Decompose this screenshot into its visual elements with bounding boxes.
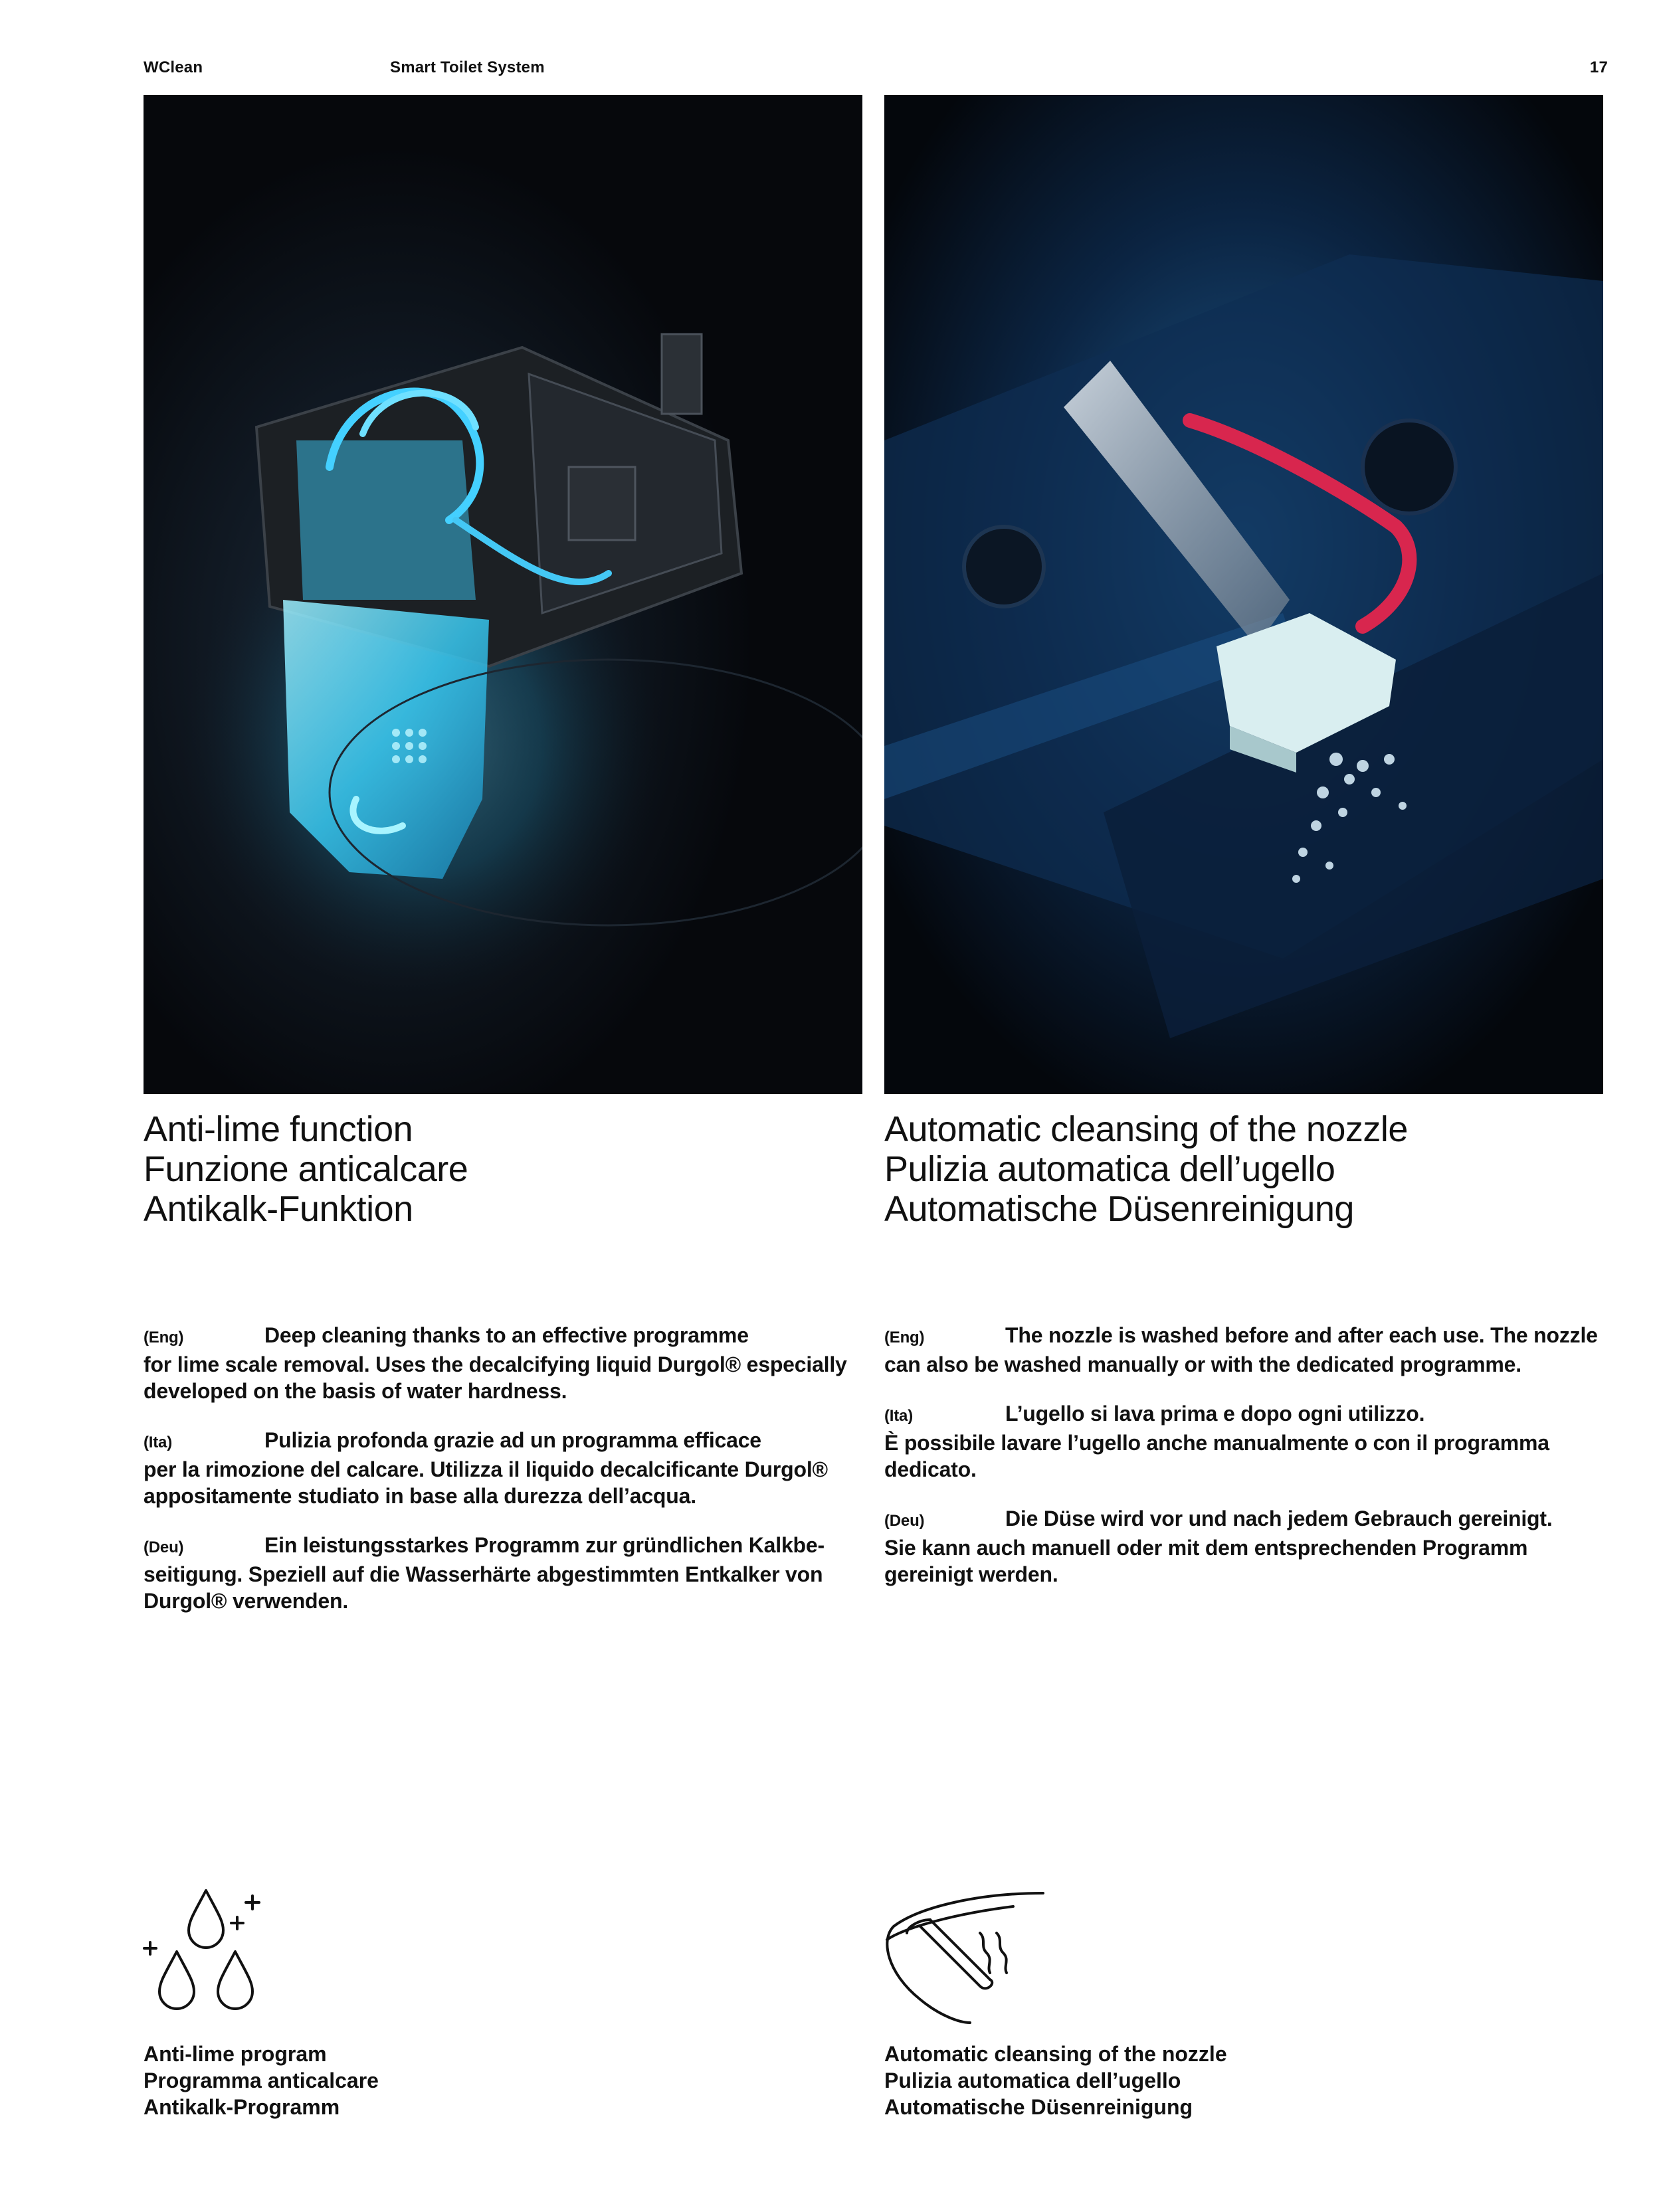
brand-name: WClean <box>144 58 203 76</box>
language-tag: (Deu) <box>884 1512 925 1530</box>
paragraph-text: Deep cleaning thanks to an effective programme for lime scale removal. Uses the decalcifying liquid Durgol® especially developed on the basis of water hardness. <box>144 1323 847 1403</box>
anti-lime-tank-photo <box>144 95 862 1094</box>
nozzle-program-label <box>884 2041 1227 2120</box>
paragraph-eng <box>884 1322 1609 1378</box>
water-drops-sparkle-icon <box>141 1887 274 2019</box>
paragraph-text: L’ugello si lava prima e dopo ogni utilizzo. È possibile lavare l’ugello anche manualmente o con il programma dedicato. <box>884 1402 1549 1481</box>
nozzle-title <box>884 1109 1603 1229</box>
language-tag: (Eng) <box>144 1329 184 1346</box>
icon-label-line: Programma anticalcare <box>144 2069 379 2092</box>
icon-label-line: Automatic cleansing of the nozzle <box>884 2042 1227 2066</box>
paragraph-text: Die Düse wird vor und nach jedem Gebrauch gereinigt. Sie kann auch manuell oder mit dem entsprechenden Programm gereinigt werden. <box>884 1507 1553 1586</box>
language-tag: (Ita) <box>144 1433 172 1451</box>
title-line: Antikalk-Funktion <box>144 1189 413 1229</box>
paragraph-text: Ein leistungsstarkes Programm zur gründlichen Kalkbe- seitigung. Speziell auf die Wasserhärte abgestimmten Entkalker von Durgol® verwenden. <box>144 1533 825 1613</box>
icon-label-line: Antikalk-Programm <box>144 2095 340 2119</box>
page-number: 17 <box>1589 58 1608 76</box>
paragraph-text: The nozzle is washed before and after each use. The nozzle can also be washed manually or with the dedicated programme. <box>884 1323 1598 1376</box>
anti-lime-program-label <box>144 2041 379 2120</box>
icon-label-line: Anti-lime program <box>144 2042 327 2066</box>
anti-lime-title <box>144 1109 862 1229</box>
title-line: Anti-lime function <box>144 1109 413 1149</box>
product-name: Smart Toilet System <box>390 58 545 76</box>
paragraph-ita <box>884 1400 1609 1483</box>
title-line: Automatic cleansing of the nozzle <box>884 1109 1408 1149</box>
paragraph-deu <box>884 1505 1609 1588</box>
title-line: Funzione anticalcare <box>144 1149 468 1189</box>
title-line: Pulizia automatica dell’ugello <box>884 1149 1335 1189</box>
icon-label-line: Automatische Düsenreinigung <box>884 2095 1193 2119</box>
language-tag: (Ita) <box>884 1407 913 1425</box>
paragraph-eng <box>144 1322 868 1404</box>
nozzle-spray-icon <box>880 1887 1053 2026</box>
language-tag: (Deu) <box>144 1538 184 1556</box>
icon-label-line: Pulizia automatica dell’ugello <box>884 2069 1181 2092</box>
title-line: Automatische Düsenreinigung <box>884 1189 1354 1229</box>
nozzle-description <box>884 1322 1609 1601</box>
paragraph-text: Pulizia profonda grazie ad un programma efficace per la rimozione del calcare. Utilizza il liquido decalcificante Durgol® appositamente studiato in base alla durezza dell’acqua. <box>144 1428 828 1508</box>
paragraph-deu <box>144 1532 868 1614</box>
language-tag: (Eng) <box>884 1329 925 1346</box>
paragraph-ita <box>144 1427 868 1509</box>
nozzle-cleansing-photo <box>884 95 1603 1094</box>
anti-lime-description <box>144 1322 868 1627</box>
